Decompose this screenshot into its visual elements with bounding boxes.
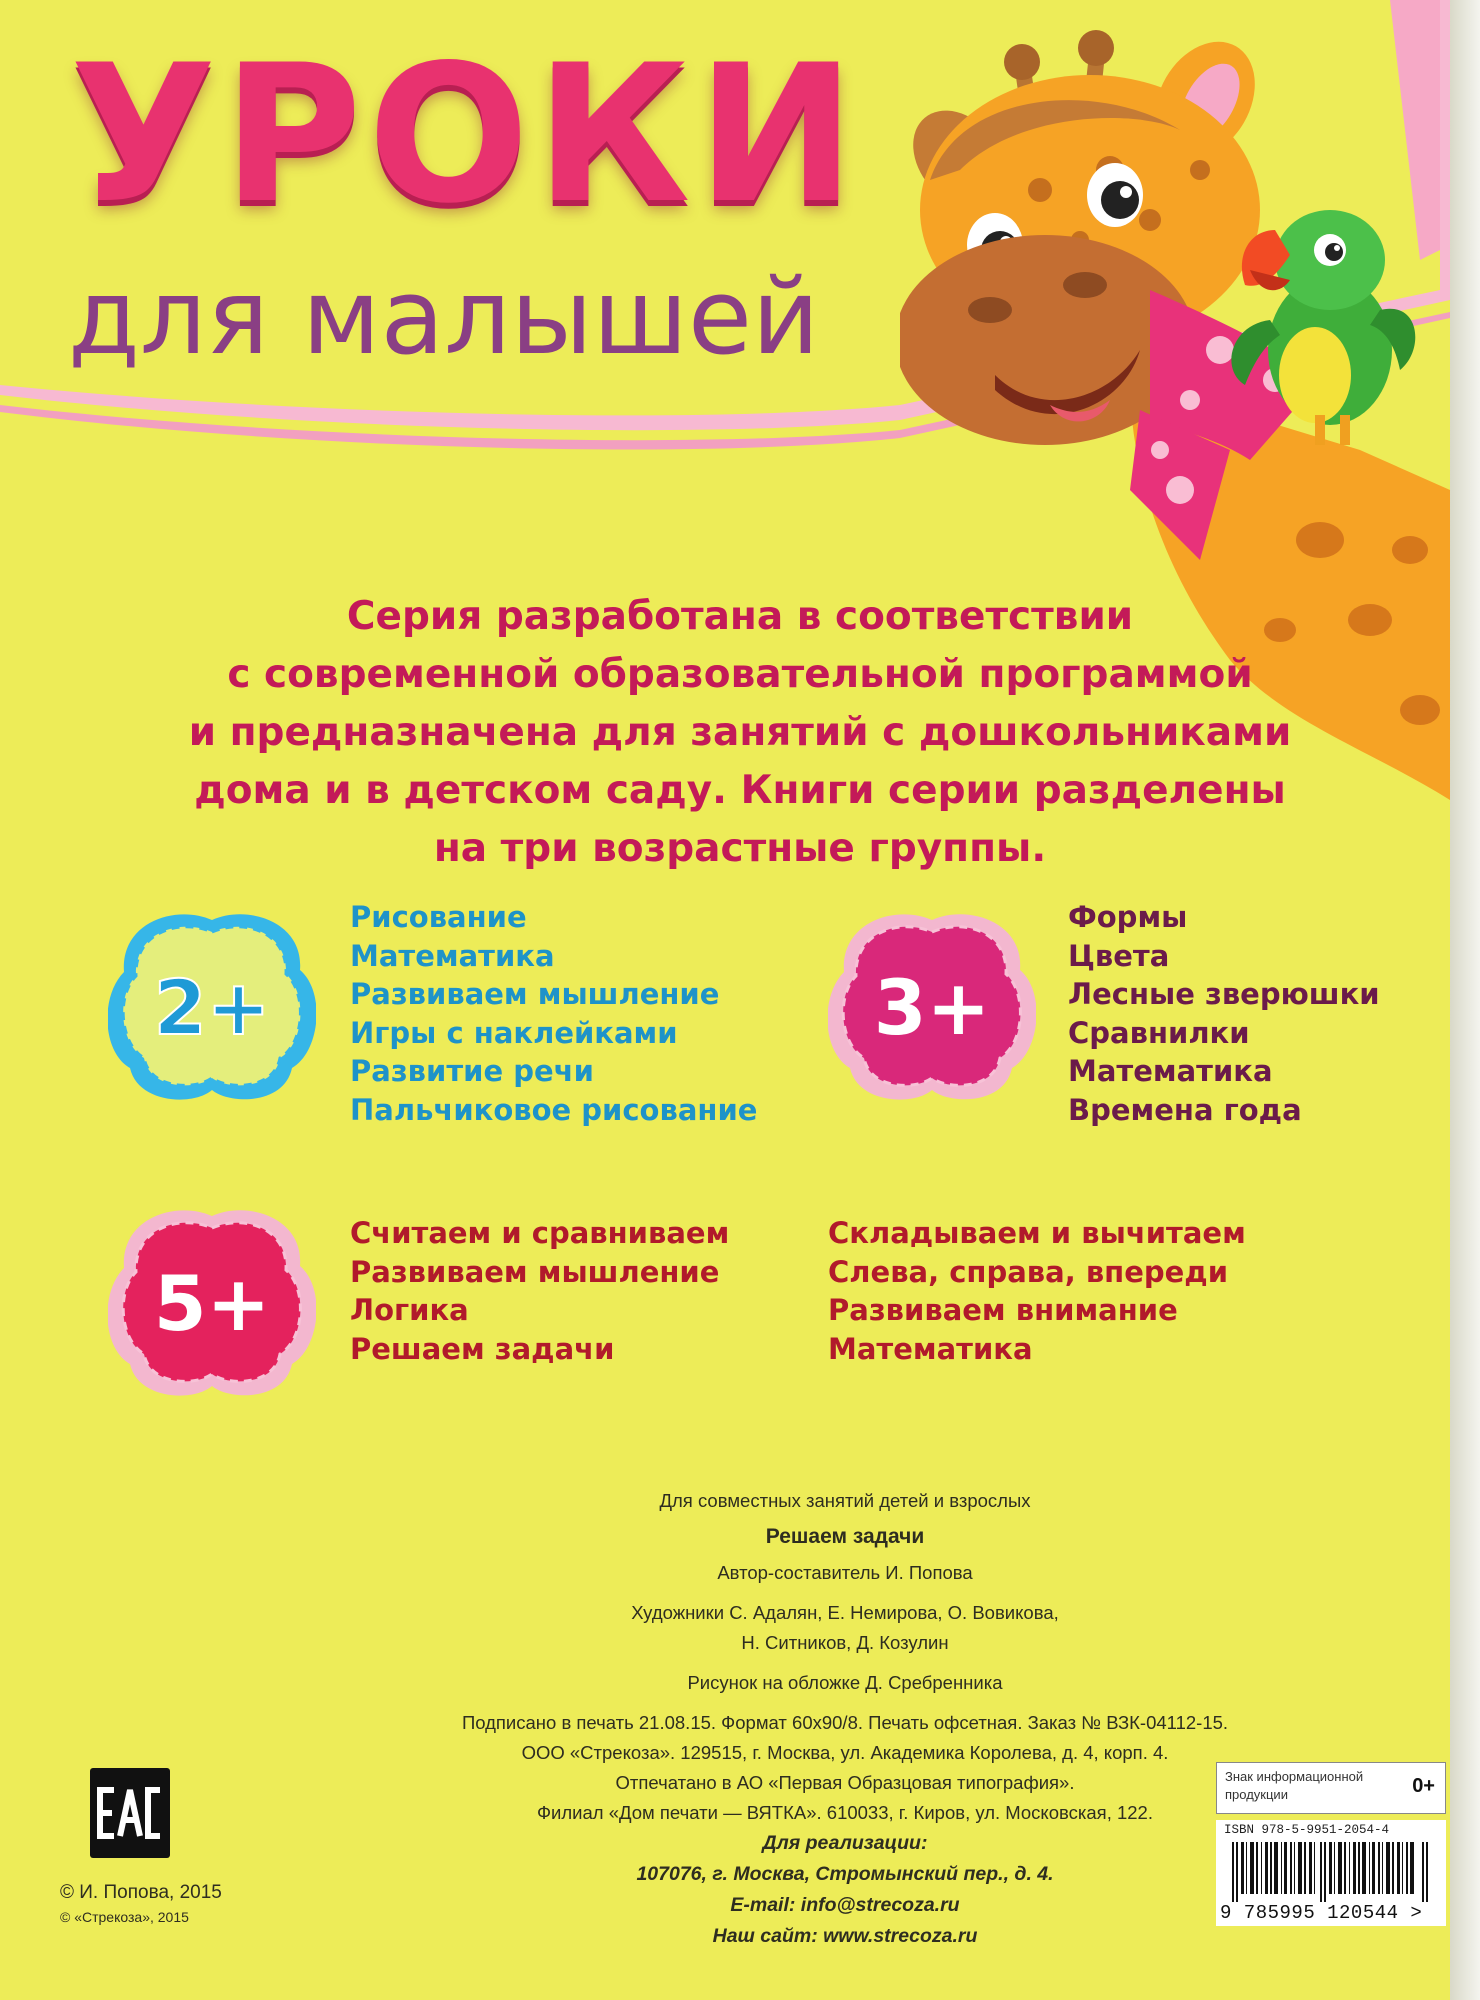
- list-item: Цвета: [1068, 938, 1170, 973]
- imprint-artists: Н. Ситников, Д. Козулин: [741, 1632, 949, 1653]
- description-line: Серия разработана в соответствии: [346, 594, 1134, 639]
- imprint-sales: Для реализации:: [762, 1832, 928, 1854]
- list-item: Математика: [350, 938, 555, 973]
- list-item: Логика: [350, 1293, 469, 1327]
- badge-label: 5+: [153, 1259, 271, 1348]
- barcode-digits: 9 785995 120544 >: [1220, 1902, 1423, 1924]
- list-item: Формы: [1068, 900, 1188, 934]
- imprint-printer: Филиал «Дом печати — ВЯТКА». 610033, г. Киров, ул. Московская, 122.: [536, 1802, 1153, 1823]
- series-subtitle: для малышей: [68, 256, 820, 378]
- imprint-audience: Для совместных занятий детей и взрослых: [659, 1490, 1031, 1511]
- list-item: Игры с наклейками: [350, 1015, 678, 1050]
- description-line: и предназначена для занятий с дошкольниками: [188, 710, 1292, 755]
- barcode: [1216, 1820, 1446, 1926]
- list-item: Времена года: [1068, 1092, 1302, 1127]
- age-group-5plus-list-right: [828, 1214, 1246, 1368]
- badge-label: 2+: [153, 963, 271, 1052]
- list-item: Развиваем мышление: [350, 1254, 720, 1289]
- imprint-author: Автор-составитель И. Попова: [717, 1562, 973, 1583]
- age-group-2plus-list: [350, 898, 757, 1129]
- list-item: Развиваем мышление: [350, 977, 720, 1011]
- copyright-publisher: © «Стрекоза», 2015: [60, 1909, 189, 1925]
- description-line: с современной образовательной программой: [227, 652, 1253, 697]
- badge-label: 3+: [873, 963, 991, 1052]
- isbn-text: ISBN 978-5-9951-2054-4: [1224, 1823, 1390, 1837]
- parrot-illustration: [1220, 200, 1420, 460]
- list-item: Считаем и сравниваем: [350, 1216, 730, 1250]
- imprint-print-details: Подписано в печать 21.08.15. Формат 60x90/8. Печать офсетная. Заказ № ВЗК-04112-15.: [461, 1712, 1229, 1733]
- imprint-publisher: ООО «Стрекоза». 129515, г. Москва, ул. Академика Королева, д. 4, корп. 4.: [521, 1742, 1169, 1763]
- page-edge: [1450, 0, 1480, 2000]
- imprint-email: E-mail: info@strecoza.ru: [730, 1894, 960, 1916]
- age-badge-3plus: [828, 912, 1036, 1102]
- list-item: Рисование: [350, 900, 527, 934]
- barcode-icon: [1232, 1842, 1432, 1902]
- list-item: Пальчиковое рисование: [350, 1092, 758, 1127]
- imprint-cover-art: Рисунок на обложке Д. Сребренника: [687, 1672, 1003, 1693]
- copyright-author: © И. Попова, 2015: [60, 1882, 222, 1903]
- list-item: Слева, справа, впереди: [828, 1254, 1229, 1289]
- list-item: Решаем задачи: [350, 1331, 615, 1366]
- list-item: Развитие речи: [350, 1054, 594, 1088]
- info-product-label: Знак информационной продукции: [1225, 1769, 1364, 1802]
- series-title: УРОКИ: [70, 24, 862, 245]
- imprint-printer: Отпечатано в АО «Первая Образцовая типография».: [615, 1772, 1075, 1793]
- series-description: [60, 588, 1420, 878]
- list-item: Складываем и вычитаем: [828, 1216, 1246, 1250]
- list-item: Сравнилки: [1068, 1015, 1250, 1050]
- imprint-sales: 107076, г. Москва, Стромынский пер., д. 4.: [636, 1863, 1054, 1885]
- age-rating: 0+: [1412, 1775, 1435, 1797]
- list-item: Развиваем внимание: [828, 1293, 1178, 1327]
- description-line: дома и в детском саду. Книги серии разделены: [194, 768, 1286, 813]
- list-item: Математика: [828, 1331, 1033, 1366]
- description-line: на три возрастные группы.: [433, 826, 1047, 871]
- age-group-5plus-list-left: [350, 1214, 729, 1368]
- info-product-sign: [1216, 1762, 1446, 1814]
- age-badge-5plus: [108, 1208, 316, 1398]
- list-item: Математика: [1068, 1054, 1273, 1088]
- eac-certification-icon: [90, 1768, 170, 1858]
- age-group-3plus-list: [1068, 898, 1380, 1129]
- imprint-book-title: Решаем задачи: [765, 1525, 925, 1548]
- imprint-artists: Художники С. Адалян, Е. Немирова, О. Вовикова,: [631, 1602, 1059, 1623]
- age-badge-2plus: [108, 912, 316, 1102]
- list-item: Лесные зверюшки: [1068, 977, 1380, 1011]
- imprint-website: Наш сайт: www.strecoza.ru: [712, 1925, 978, 1947]
